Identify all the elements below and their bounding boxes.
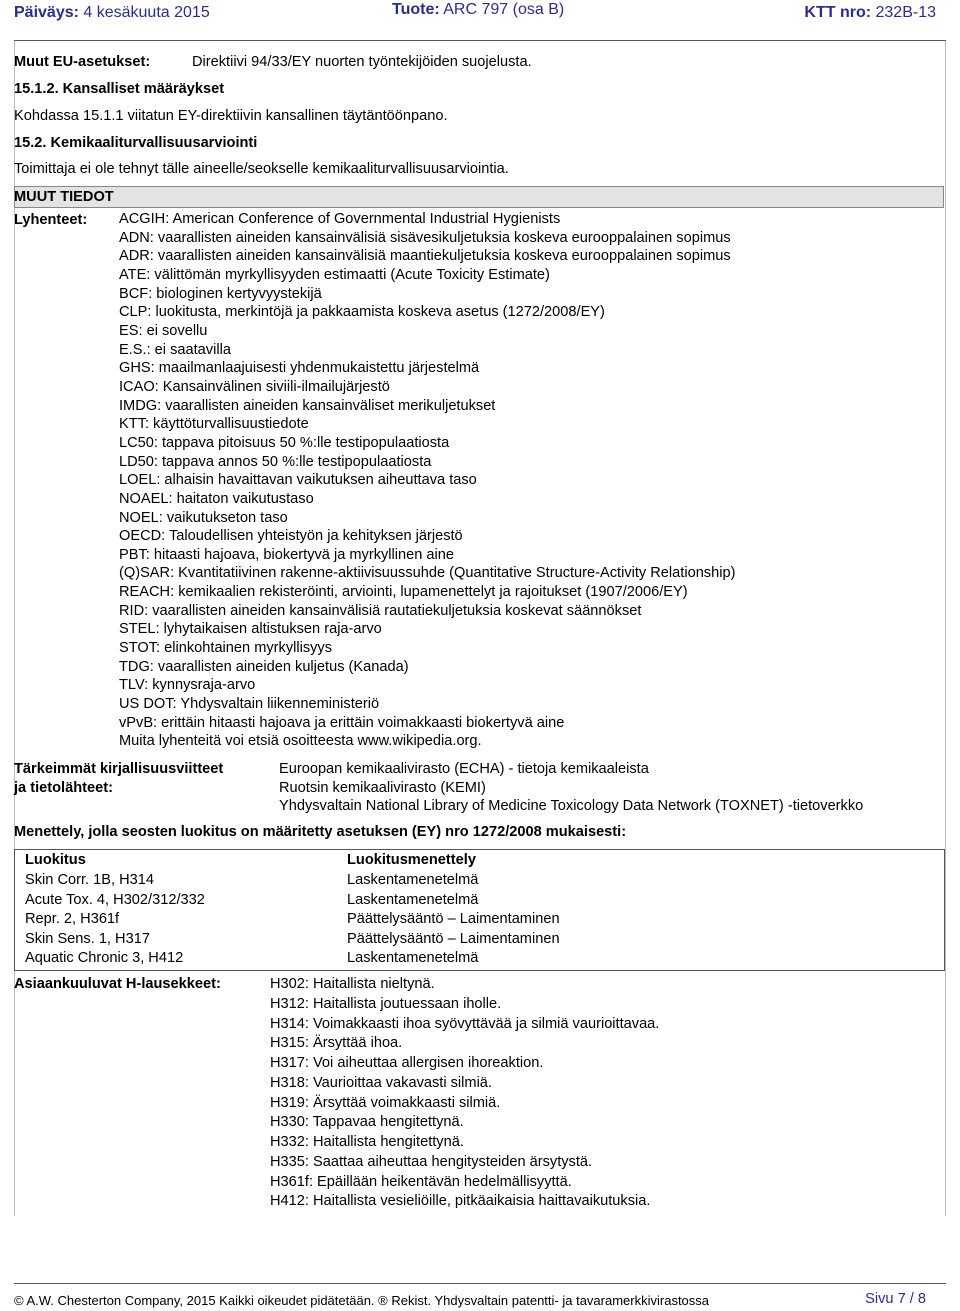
abbreviation-item: CLP: luokitusta, merkintöjä ja pakkaamista koskeva asetus (1272/2008/EY) (119, 304, 605, 321)
abbreviation-item: Muita lyhenteitä voi etsiä osoitteesta www.wikipedia.org. (119, 733, 482, 750)
table-header-row (15, 850, 945, 873)
abbreviation-item: GHS: maailmanlaajuisesti yhdenmukaistettu järjestelmä (119, 360, 480, 377)
abbreviation-item: E.S.: ei saatavilla (119, 341, 231, 358)
h-statement-item: H319: Ärsyttää voimakkaasti silmiä. (270, 1094, 501, 1111)
classification-table (14, 849, 945, 971)
abbreviation-item: PBT: hitaasti hajoava, biokertyvä ja myrkyllinen aine (119, 546, 455, 563)
h-statement-item: H335: Saattaa aiheuttaa hengitysteiden ärsytystä. (270, 1153, 593, 1170)
h-statements-list (270, 975, 659, 1212)
eu-regs-value: Direktiivi 94/33/EY nuorten työntekijöiden suojelusta. (192, 54, 532, 70)
eu-regs-label: Muut EU-asetukset: (14, 54, 151, 70)
abbreviation-item: LC50: tappava pitoisuus 50 %:lle testipopulaatiosta (119, 434, 450, 451)
national-heading: 15.1.2. Kansalliset määräykset (14, 81, 225, 97)
chem-safety-heading: 15.2. Kemikaaliturvallisuusarviointi (14, 135, 258, 151)
abbreviation-item: NOAEL: haitaton vaikutustaso (119, 490, 314, 507)
right-border (945, 41, 946, 1216)
sources-list (279, 760, 863, 816)
procedure-cell: Päättelysääntö – Laimentaminen (347, 930, 560, 947)
sources-label: Tärkeimmät kirjallisuusviitteet ja tietolähteet: (14, 761, 224, 796)
abbreviation-item: vPvB: erittäin hitaasti hajoava ja erittäin voimakkaasti biokertyvä aine (119, 714, 565, 731)
abbreviation-item: ADN: vaarallisten aineiden kansainvälisiä sisävesikuljetuksia koskeva eurooppalainen sopimus (119, 229, 731, 246)
footer-page: Sivu 7 / 8 (865, 1291, 926, 1307)
h-statement-item: H412: Haitallista vesieliöille, pitkäaikaisia haittavaikutuksia. (270, 1193, 651, 1210)
h-statement-item: H317: Voi aiheuttaa allergisen ihoreaktion. (270, 1055, 544, 1071)
abbreviation-item: LOEL: alhaisin havaittavan vaikutuksen aiheuttava taso (119, 472, 477, 489)
abbreviation-item: IMDG: vaarallisten aineiden kansainväliset merikuljetukset (119, 397, 496, 414)
classification-heading: Menettely, jolla seosten luokitus on määritetty asetuksen (EY) nro 1272/2008 mukaisesti: (14, 824, 627, 840)
abbr-label: Lyhenteet: (14, 212, 88, 228)
chem-safety-text: Toimittaja ei ole tehnyt tälle aineelle/seokselle kemikaaliturvallisuusarviointia. (14, 161, 509, 177)
h-statement-item: H302: Haitallista nieltynä. (270, 976, 435, 992)
abbreviation-item: LD50: tappava annos 50 %:lle testipopulaatiosta (119, 453, 432, 470)
abbreviation-list (119, 210, 735, 751)
table-row (15, 872, 945, 892)
abbreviation-item: TLV: kynnysraja-arvo (119, 677, 256, 694)
abbreviation-item: ATE: välittömän myrkyllisyyden estimaatti (Acute Toxicity Estimate) (119, 266, 550, 283)
header-ktt: KTT nro: 232B-13 (804, 4, 936, 21)
source-item: Euroopan kemikaalivirasto (ECHA) - tietoja kemikaaleista (279, 761, 649, 777)
h-statement-item: H330: Tappavaa hengitettynä. (270, 1114, 464, 1131)
abbreviation-item: KTT: käyttöturvallisuustiedote (119, 416, 309, 433)
classification-cell: Acute Tox. 4, H302/312/332 (25, 891, 205, 908)
other-info-bar (14, 186, 944, 208)
table-row (15, 950, 945, 970)
classification-cell: Aquatic Chronic 3, H412 (25, 950, 184, 966)
abbreviation-item: REACH: kemikaalien rekisteröinti, arviointi, lupamenettelyt ja rajoitukset (1907/2006/EY) (119, 584, 688, 601)
procedure-cell: Päättelysääntö – Laimentaminen (347, 911, 560, 927)
source-item: Ruotsin kemikaalivirasto (KEMI) (279, 779, 486, 796)
col-procedure: Luokitusmenettely (347, 852, 476, 868)
abbreviation-item: ICAO: Kansainvälinen siviili-ilmailujärjestö (119, 378, 390, 395)
abbreviation-item: OECD: Taloudellisen yhteistyön ja kehityksen järjestö (119, 528, 463, 545)
classification-cell: Skin Sens. 1, H317 (25, 930, 150, 947)
table-row (15, 931, 945, 951)
procedure-cell: Laskentamenetelmä (347, 891, 479, 908)
abbreviation-item: BCF: biologinen kertyvyystekijä (119, 285, 322, 302)
abbreviation-item: US DOT: Yhdysvaltain liikenneministeriö (119, 696, 380, 713)
table-row (15, 892, 945, 912)
h-statements-label: Asiaankuuluvat H-lausekkeet: (14, 976, 221, 992)
table-row (15, 911, 945, 931)
abbreviation-item: ES: ei sovellu (119, 322, 208, 339)
abbreviation-item: (Q)SAR: Kvantitatiivinen rakenne-aktiivisuussuhde (Quantitative Structure-Activity Relationship) (119, 565, 736, 582)
header-divider (14, 40, 946, 41)
other-info-heading: MUUT TIEDOT (14, 189, 114, 205)
h-statement-item: H318: Vaurioittaa vakavasti silmiä. (270, 1074, 492, 1091)
classification-cell: Skin Corr. 1B, H314 (25, 872, 154, 888)
source-item: Yhdysvaltain National Library of Medicine Toxicology Data Network (TOXNET) -tietoverkko (279, 798, 864, 815)
header-date: Päiväys: 4 kesäkuuta 2015 (14, 4, 210, 21)
footer-copyright: © A.W. Chesterton Company, 2015 Kaikki oikeudet pidätetään. ® Rekist. Yhdysvaltain patentti- ja tavaramerkkivirastossa (14, 1293, 710, 1308)
header-product: Tuote: ARC 797 (osa B) (392, 1, 565, 18)
national-text: Kohdassa 15.1.1 viitatun EY-direktiivin kansallinen täytäntöönpano. (14, 108, 448, 124)
h-statement-item: H361f: Epäillään heikentävän hedelmällisyyttä. (270, 1173, 572, 1190)
abbreviation-item: ADR: vaarallisten aineiden kansainvälisiä maantiekuljetuksia koskeva eurooppalainen sopimus (119, 248, 731, 265)
h-statement-item: H314: Voimakkaasti ihoa syövyttävää ja silmiä vaurioittavaa. (270, 1015, 660, 1032)
abbreviation-item: TDG: vaarallisten aineiden kuljetus (Kanada) (119, 658, 409, 675)
h-statement-item: H332: Haitallista hengitettynä. (270, 1134, 464, 1150)
col-classification: Luokitus (25, 852, 86, 868)
procedure-cell: Laskentamenetelmä (347, 950, 479, 966)
procedure-cell: Laskentamenetelmä (347, 872, 479, 888)
footer-divider (14, 1283, 946, 1284)
h-statement-item: H315: Ärsyttää ihoa. (270, 1035, 403, 1052)
abbreviation-item: RID: vaarallisten aineiden kansainvälisiä rautatiekuljetuksia koskevat säännökset (119, 602, 642, 619)
abbreviation-item: STOT: elinkohtainen myrkyllisyys (119, 640, 333, 657)
abbreviation-item: STEL: lyhytaikaisen altistuksen raja-arvo (119, 621, 382, 638)
h-statement-item: H312: Haitallista joutuessaan iholle. (270, 995, 502, 1012)
abbreviation-item: NOEL: vaikutukseton taso (119, 509, 288, 526)
abbreviation-item: ACGIH: American Conference of Governmental Industrial Hygienists (119, 211, 561, 227)
classification-cell: Repr. 2, H361f (25, 911, 120, 927)
